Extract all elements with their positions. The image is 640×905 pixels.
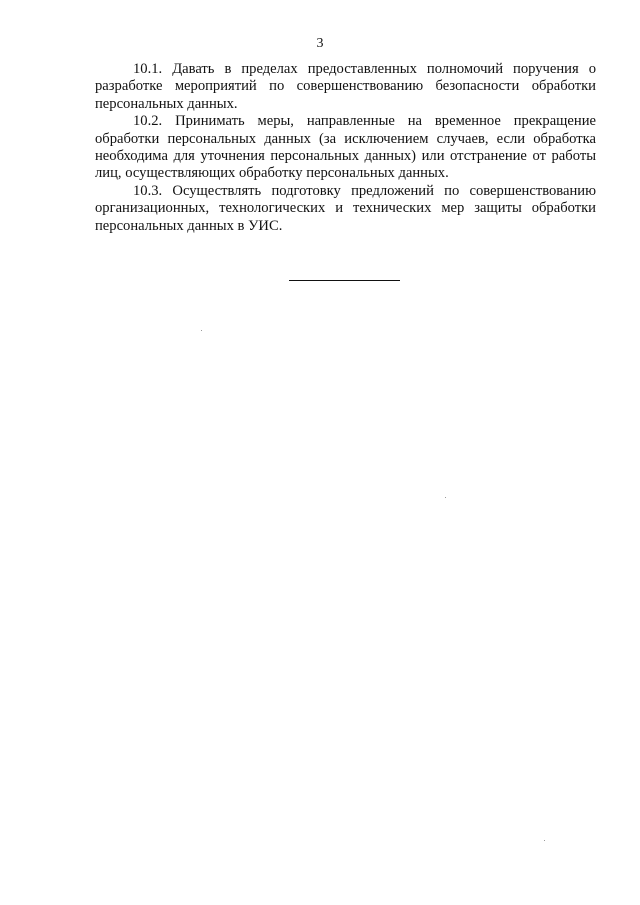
paragraph-10-1: 10.1. Давать в пределах предоставленных полномочий поручения о разработке мероприятий по совершенствованию безопасности обработки персональных данных. — [95, 61, 596, 112]
end-divider-line — [289, 280, 400, 281]
document-body — [95, 61, 596, 235]
paragraph-10-3: 10.3. Осуществлять подготовку предложений по совершенствованию организационных, технологических и технических мер защиты обработки персональных данных в УИС. — [95, 182, 596, 234]
scan-speck — [445, 497, 446, 498]
paragraph-10-2: 10.2. Принимать меры, направленные на временное прекращение обработки персональных данных (за исключением случаев, если обработка необходима для уточнения персональных данных) или отстранение от работы лиц, осуществляющих обработку персональных данных. — [95, 113, 596, 182]
scan-speck — [201, 330, 202, 331]
page-number: 3 — [316, 36, 324, 51]
scan-speck — [544, 840, 545, 841]
